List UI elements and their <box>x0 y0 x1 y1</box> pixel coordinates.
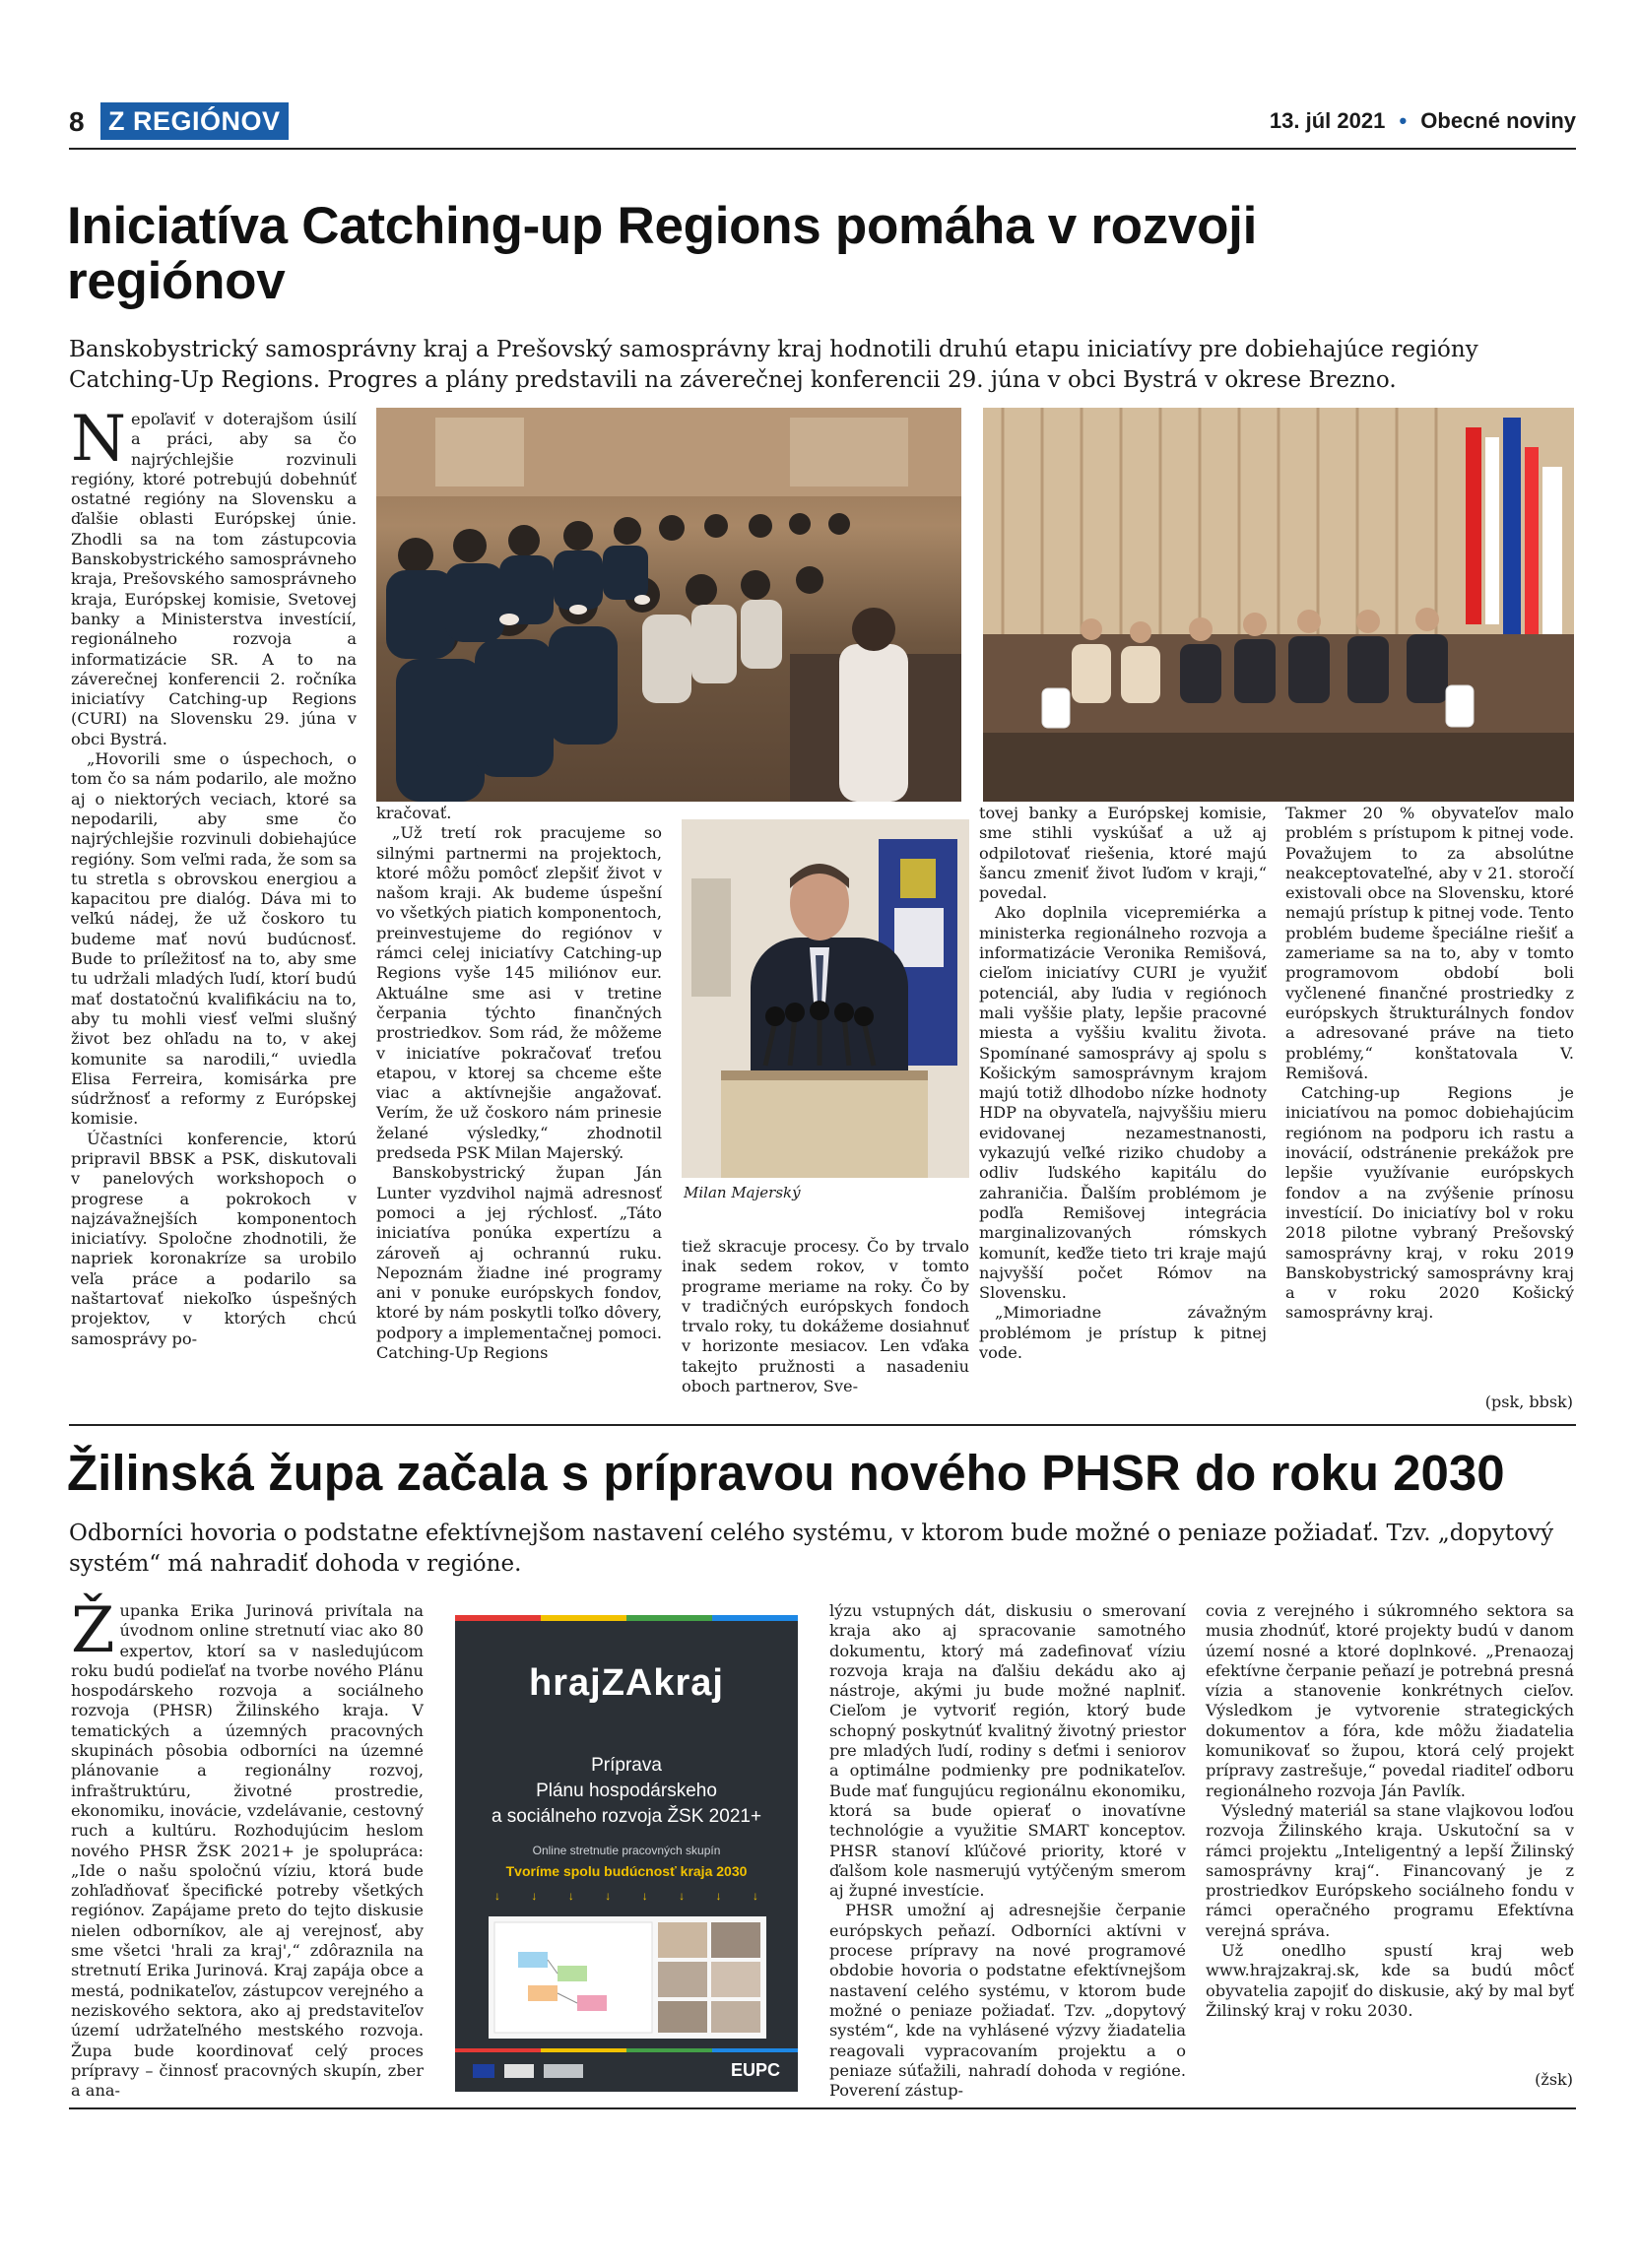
article2-col1-p1: upanka Erika Jurinová privítala na úvodnom online stretnutí viac ako 80 expertov, ktorí sa v nasledujúcom roku budú podieľať na tvorbe nového Plánu hospodárskeho rozvoja a sociálneho rozvoja (PHSR) Žilinského kraja. V tematických a územných pracovných skupinách pôsobia odborníci na územné plánovanie a regionálny rozvoj, infraštruktúru, životné prostredie, ekonomiku, inovácie, vzdelávanie, cestovný ruch a kultúru. Rozhodujúcim heslom nového PHSR ŽSK 2021+ je spolupráca: „Ide o našu spoločnú víziu, ktorá bude zohľadňovať špecifické potreby všetkých regiónov. Zapájame preto do tejto diskusie nielen odborníkov, ale aj verejnosť, aby sme všetci 'hrali za kraj',“ zdôraznila na stretnutí Erika Jurinová. Kraj zapája obce a mestá, podnikateľov, zástupcov verejného a neziskového sektora, ako aj predstaviteľov území udržateľného mestského rozvoja. Župa bude koordinovať celý proces prípravy – činnosť pracovných skupín, zber a ana- <box>71 1601 424 2101</box>
article1-title-line2: regiónov <box>67 252 286 310</box>
panel-illustration <box>983 408 1574 802</box>
poster-tagline <box>455 1863 798 1879</box>
article2-signature-text: (žsk) <box>1535 2070 1573 2089</box>
article1-col2-p2: „Už tretí rok pracujeme so silnými partnermi na projektoch, ktoré môžu pomôcť zlepšiť život v našom kraji. Ak budeme úspešní vo všetkých piatich komponentoch, preinvestujeme do regiónov v rámci celej iniciatívy Catching-up Regions vyše 145 miliónov eur. Aktuálne sme asi v tretine čerpania týchto finančných prostriedkov. Som rád, že môžeme v iniciatíve pokračovať treťou etapou, v ktorej sa chceme ešte viac a aktívnejšie angažovať. Verím, že už čoskoro nám prinesie želané výsledky,“ zhodnotil predseda PSK Milan Majerský. <box>376 823 662 1163</box>
article1-col4-p3: „Mimoriadne závažným problémom je prístup k pitnej vode. <box>979 1303 1267 1363</box>
article1-dropcap: N <box>71 403 126 476</box>
article1-col5-p1: Takmer 20 % obyvateľov malo problém s prístupom k pitnej vode. Považujem to za absolútne neakceptovateľné, aby v 21. storočí existovali obce na Slovensku, ktoré nemajú prístup k pitnej vode. Tento problém budeme špeciálne riešiť a zameriame sa na to, aby v tomto programovom období boli vyčlenené finančné prostriedky z európskych štrukturálnych fondov a adresované práve na tieto problémy,“ konštatovala V. Remišová. <box>1285 804 1574 1082</box>
article2-lead-line2: systém“ má nahradiť dohoda v regióne. <box>69 1551 522 1577</box>
article1-lead-line2: Catching-Up Regions. Progres a plány predstavili na záverečnej konferencii 29. júna v obci Bystrá v okrese Brezno. <box>69 367 1397 393</box>
hrajzakraj-poster <box>455 1615 798 2092</box>
article2-lead-line1: Odborníci hovoria o podstatne efektívnejšom nastavení celého systému, v ktorom bude možné o peniaze požiadať. Tzv. „dopytový <box>69 1521 1554 1546</box>
article1-col1-p3: Účastníci konferencie, ktorú pripravil BBSK a PSK, diskutovali v panelových workshopoch o progrese a pokrokoch v najzávažnejších komponentoch iniciatívy. Spoločne zhodnotili, že napriek koronakríze sa urobilo veľa práce a podarilo sa naštartovať niekoľko úspešných projektov, v ktorých chcú samosprávy po- <box>71 1129 357 1348</box>
arrow-down-icon: ↓ <box>567 1889 574 1903</box>
ministry-logo-icon <box>544 2064 583 2078</box>
article1-col1-p2: „Hovorili sme o úspechoch, o tom čo sa nám podarilo, ale možno aj o niektorých veciach, ktoré sa nepodarili, aby sme čo najrýchlejšie rozvinuli dobiehajúce regióny. Som veľmi rada, že som sa tu stretla s obrovskou energiou a kapacitou pre dialóg. Dáva mi to veľkú nádej, že už čoskoro tu budeme mať novú budúcnosť. Bude to príležitosť na to, aby sme tu udržali mladých ľudí, ktorí budú mať dostatočnú kvalifikáciu na to, aby tu mohli viesť veľmi slušný život bez ohľadu na to, v akej komunite sa narodili,“ uviedla Elisa Ferreira, komisárka pre súdržnosť a reformy z Európskej komisie. <box>71 749 357 1129</box>
arrow-down-icon: ↓ <box>641 1889 648 1903</box>
poster-line2: Plánu hospodárskeho <box>536 1781 717 1801</box>
section-label <box>100 102 289 140</box>
poster-line3: a sociálneho rozvoja ŽSK 2021+ <box>491 1806 762 1827</box>
article2-col3-p1: lýzu vstupných dát, diskusiu o smerovaní kraja ako aj spracovanie samotného dokumentu, ktorý má zadefinovať víziu rozvoja kraja na ďalšiu dekádu ako aj nástroje, akými ju bude možné naplniť. Cieľom je vytvoriť región, ktorý bude schopný poskytnúť kvalitný životný priestor pre mladých ľudí, rodiny s deťmi i seniorov a optimálne podmienky pre podnikateľov. Bude mať fungujúcu regionálnu ekonomiku, ktorá sa bude opierať o inovatívne technológie a využitie SMART konceptov. PHSR stanoví kľúčové priority, ktoré v ďalšom kole nasmerujú vytýčeným smerom aj župné investície. <box>829 1601 1186 1901</box>
header-rule <box>69 148 1576 150</box>
article1-column-5 <box>1285 804 1574 1324</box>
video-call-illustration <box>489 1916 766 2039</box>
arrow-down-icon: ↓ <box>679 1889 686 1903</box>
article2-col3-p2: PHSR umožní aj adresnejšie čerpanie európskych peňazí. Odborníci aktívni v procese prípravy na nové programové obdobie hovoria o podstatne efektívnejšom nastavení celého systému, v ktorom bude možné o peniaze požiadať. Tzv. „dopytový systém“, kde na vyhlásené výzvy žiadatelia reagovali vypracovaním projektu a o peniaze súťažili, nahradí dohoda v regióne. Poverení zástup- <box>829 1901 1186 2101</box>
poster-video-screenshot <box>489 1916 766 2039</box>
issue-date: 13. júl 2021 <box>1269 108 1386 133</box>
arrow-down-icon: ↓ <box>715 1889 722 1903</box>
poster-footer-logos <box>473 2064 670 2080</box>
article1-col4-p1: tovej banky a Európskej komisie, sme stihli vyskúšať a už aj odpilotovať riešenia, ktoré majú šancu zmeniť život ľuďom v kraji,“ povedal. <box>979 804 1267 903</box>
page-number: 8 <box>69 106 85 137</box>
article2-col4-p1: covia z verejného i súkromného sektora sa musia zhodnúť, ktoré projekty budú v danom území nosné a ktoré doplnkové. „Prenaozaj efektívne čerpanie peňazí je potrebná presná vízia a stanovenie konkrétnych cieľov. Výsledkom je vytvorenie strategických dokumentov a fóra, kde môžu žiadatelia komunikovať so župou, ktorá celý projekt prípravy zastrešuje,“ povedal riaditeľ odboru regionálneho rozvoja Ján Pavlík. <box>1206 1601 1574 1800</box>
milan-majersky-photo <box>682 819 969 1178</box>
section-label-text: Z REGIÓNOV <box>108 106 281 136</box>
poster-line5: Tvoríme spolu budúcnosť kraja 2030 <box>505 1863 748 1879</box>
article1-column-2 <box>376 804 662 1363</box>
article1-lead-line1: Banskobystrický samosprávny kraj a Prešovský samosprávny kraj hodnotili druhú etapu iniciatívy pre dobiehajúce regióny <box>69 337 1478 362</box>
poster-bottom-stripe <box>455 2048 798 2052</box>
panel-discussion-photo <box>983 408 1574 802</box>
article1-signature-text: (psk, bbsk) <box>1484 1393 1573 1411</box>
article1-col1-p1: epoľaviť v doterajšom úsilí a práci, aby sa čo najrýchlejšie rozvinuli regióny, ktoré potrebujú dobehnúť ostatné regióny na Slovensku a ďalšie oblasti Európskej únie. Zhodli sa na tom zástupcovia Banskobystrického samosprávneho kraja, Prešovského samosprávneho kraja, Európskej komisie, Svetovej banky a Ministerstva investícií, regionálneho rozvoja a informatizácie SR. A to na záverečnej konferencii 2. ročníka iniciatívy Catching-up Regions (CURI) na Slovensku 29. júna v obci Bystrá. <box>71 410 357 748</box>
article2-title-text: Žilinská župa začala s prípravou nového PHSR do roku 2030 <box>67 1445 1505 1501</box>
poster-line1: Príprava <box>591 1755 662 1776</box>
article1-col5-p2: Catching-up Regions je iniciatívou na pomoc dobiehajúcim regiónom na podporu ich rastu a inovácií, odstránenie prekážok pre lepšie využívanie európskych fondov a na zvýšenie prínosu investícií. Do iniciatívy bol v roku 2018 pilotne vybraný Prešovský samosprávny kraj, v roku 2019 Banskobystrický samosprávny kraj a v roku 2020 Košický samosprávny kraj. <box>1285 1083 1574 1323</box>
eu-flag-icon <box>473 2064 494 2078</box>
poster-footer <box>731 2060 780 2081</box>
article2-column-3 <box>829 1601 1186 2101</box>
poster-line4: Online stretnutie pracovných skupín <box>532 1844 721 1857</box>
article2-column-4 <box>1206 1601 1574 2021</box>
poster-logo <box>455 1662 798 1705</box>
poster-top-stripe <box>455 1615 798 1621</box>
article1-title-line1: Iniciatíva Catching-up Regions pomáha v rozvoji <box>67 197 1258 255</box>
arrow-down-icon: ↓ <box>494 1889 500 1903</box>
footer-rule <box>69 2107 1576 2109</box>
article1-title <box>67 199 1584 309</box>
arrow-down-icon: ↓ <box>752 1889 758 1903</box>
article2-col4-p3: Už onedlho spustí kraj web www.hrajzakraj.sk, kde sa budú môcť obyvatelia zapojiť do diskusie, aký by mal byť Žilinský kraj v roku 2030. <box>1206 1941 1574 2020</box>
article1-lead <box>69 335 1586 396</box>
conference-audience-photo <box>376 408 961 802</box>
photo-caption-text: Milan Majerský <box>684 1184 801 1201</box>
zsk-logo-icon <box>504 2064 534 2078</box>
poster-arrows <box>494 1889 758 1903</box>
publication-name: Obecné noviny <box>1420 108 1576 133</box>
poster-titles <box>455 1753 798 1830</box>
header-bullet: • <box>1399 108 1408 133</box>
article2-column-1 <box>71 1594 424 2101</box>
page-header <box>69 102 1576 142</box>
audience-illustration <box>376 408 961 802</box>
eupc-logo: EUPC <box>730 2060 780 2080</box>
arrow-down-icon: ↓ <box>605 1889 612 1903</box>
speaker-illustration <box>682 819 969 1178</box>
article2-col4-p2: Výsledný materiál sa stane vlajkovou loďou rozvoja Žilinského kraja. Uskutoční sa v rámci projektu „Inteligentný a lepší Žilinský samosprávny kraj“. Financovaný je z prostriedkov Európskeho sociálneho fondu v rámci operačného programu Efektívna verejná správa. <box>1206 1800 1574 1940</box>
photo-caption <box>684 1184 801 1201</box>
article2-signature <box>1535 2070 1573 2089</box>
header-right <box>1270 108 1576 134</box>
article1-col2-p3: Banskobystrický župan Ján Lunter vyzdvihol najmä adresnosť pomoci a jej rýchlosť. „Táto iniciatíva ponúka expertízu a zároveň aj ochrannú ruku. Nepoznám žiadne iné programy ani v ponuke európskych fondov, ktoré by nám poskytli toľko dôvery, podpory a implementačnej pomoci. Catching-Up Regions <box>376 1163 662 1363</box>
poster-logo-text: hrajZAkraj <box>529 1662 724 1704</box>
article2-title <box>67 1446 1584 1501</box>
article1-column-1 <box>71 403 357 1349</box>
article2-lead <box>69 1519 1586 1580</box>
poster-subline <box>455 1844 798 1857</box>
article1-col4-p2: Ako doplnila vicepremiérka a ministerka regionálneho rozvoja a informatizácie Veronika Remišová, cieľom iniciatívy CURI je využiť potenciál, aby ľudia v regiónoch mali vyššie platy, lepšie pracovné miesta a vyššiu kvalitu života. Spomínané samosprávy aj spolu s Košickým samosprávnym krajom majú totiž dlhodobo nízke hodnoty HDP na obyvateľa, najvyššiu mieru evidovanej nezamestnanosti, vykazujú veľké riziko chudoby a odliv ľudského kapitálu do zahraničia. Ďalším problémom je podľa Remišovej integrácia marginalizovaných rómskych komunít, keďže tieto tri kraje majú najvyšší počet Rómov na Slovensku. <box>979 903 1267 1303</box>
article1-col2-p1: kračovať. <box>376 804 452 822</box>
article1-column-4 <box>979 804 1267 1363</box>
article1-signature <box>1485 1393 1573 1411</box>
article1-column-3 <box>682 1237 969 1396</box>
article2-dropcap: Ž <box>71 1594 115 1667</box>
article1-col3-p1: tiež skracuje procesy. Čo by trvalo inak sedem rokov, v tomto programe meriame na roky. Čo by v tradičných európskych fondoch trvalo roky, tu dokážeme dosiahnuť v horizonte mesiacov. Len vďaka takejto pružnosti a nasadeniu oboch partnerov, Sve- <box>682 1237 969 1396</box>
article-divider <box>69 1424 1576 1426</box>
arrow-down-icon: ↓ <box>531 1889 538 1903</box>
